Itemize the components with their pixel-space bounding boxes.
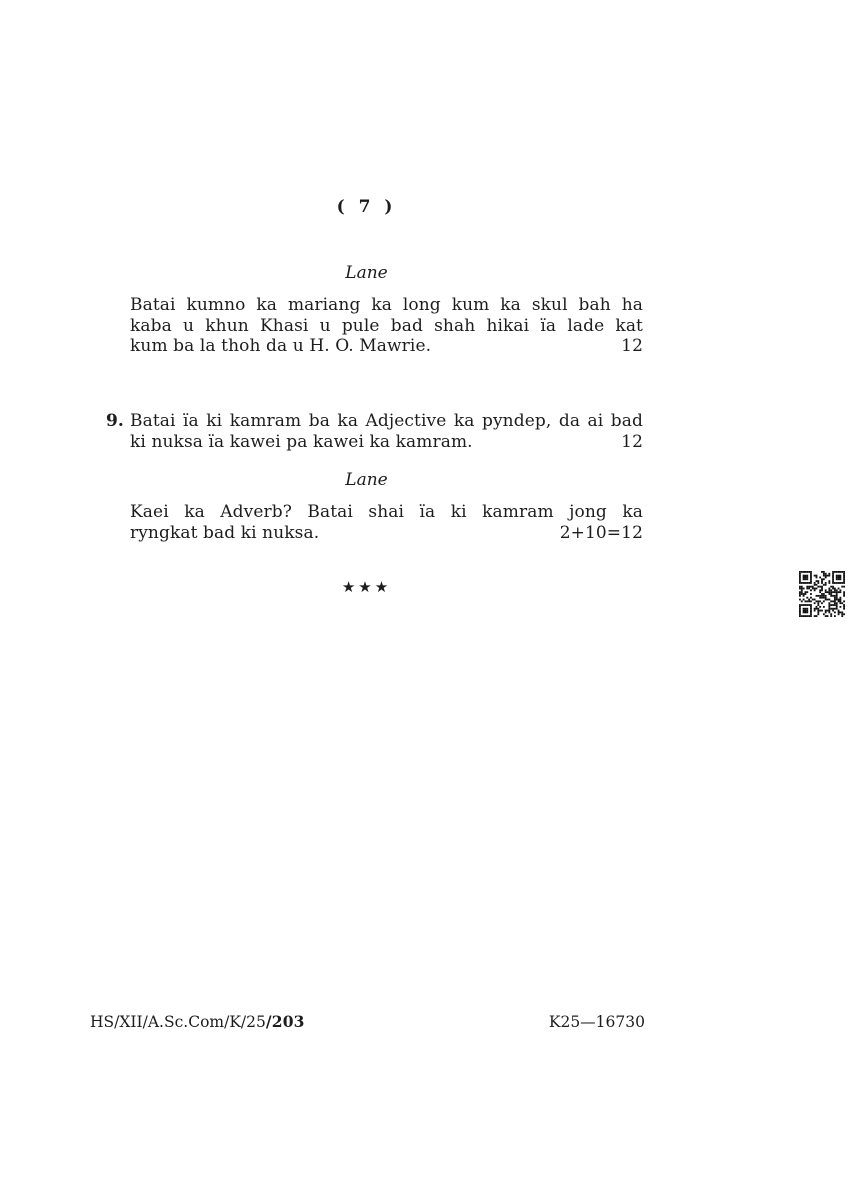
- text-line: ryngkat bad ki nuksa.: [130, 522, 320, 543]
- text-line: Kaei ka Adverb? Batai shai ïa ki kamram jong ka: [130, 502, 643, 522]
- question-paragraph-continuation: [130, 295, 643, 357]
- text-line: Batai kumno ka mariang ka long kum ka skul bah ha: [130, 295, 643, 315]
- page-number: ( 7 ): [336, 197, 397, 217]
- question-9-paragraph: [106, 411, 643, 452]
- paper-code-regular: HS/XII/A.Sc.Com/K/25: [90, 1013, 266, 1031]
- marks-value: 12: [621, 336, 643, 356]
- marks-value: 12: [621, 431, 643, 452]
- section-heading-lane-1: Lane: [345, 263, 388, 283]
- text-line: ki nuksa ïa kawei pa kawei ka kamram.: [130, 431, 473, 452]
- text-line: kaba u khun Khasi u pule bad shah hikai ïa lade kat: [130, 315, 643, 336]
- text-line: kum ba la thoh da u H. O. Mawrie.: [130, 336, 432, 356]
- question-9-sub-paragraph: [130, 502, 643, 543]
- qr-code-icon: [799, 571, 845, 617]
- paper-code: [90, 1012, 305, 1032]
- marks-value: 2+10=12: [559, 522, 643, 543]
- text-line: Batai ïa ki kamram ba ka Adjective ka pyndep, da ai bad: [130, 411, 643, 431]
- paper-code-bold: /203: [265, 1012, 305, 1031]
- print-code: K25—16730: [548, 1013, 645, 1031]
- end-of-paper-stars: ★★★: [341, 578, 392, 596]
- section-heading-lane-2: Lane: [345, 470, 388, 490]
- question-number: 9.: [106, 411, 124, 431]
- footer: [90, 1012, 645, 1032]
